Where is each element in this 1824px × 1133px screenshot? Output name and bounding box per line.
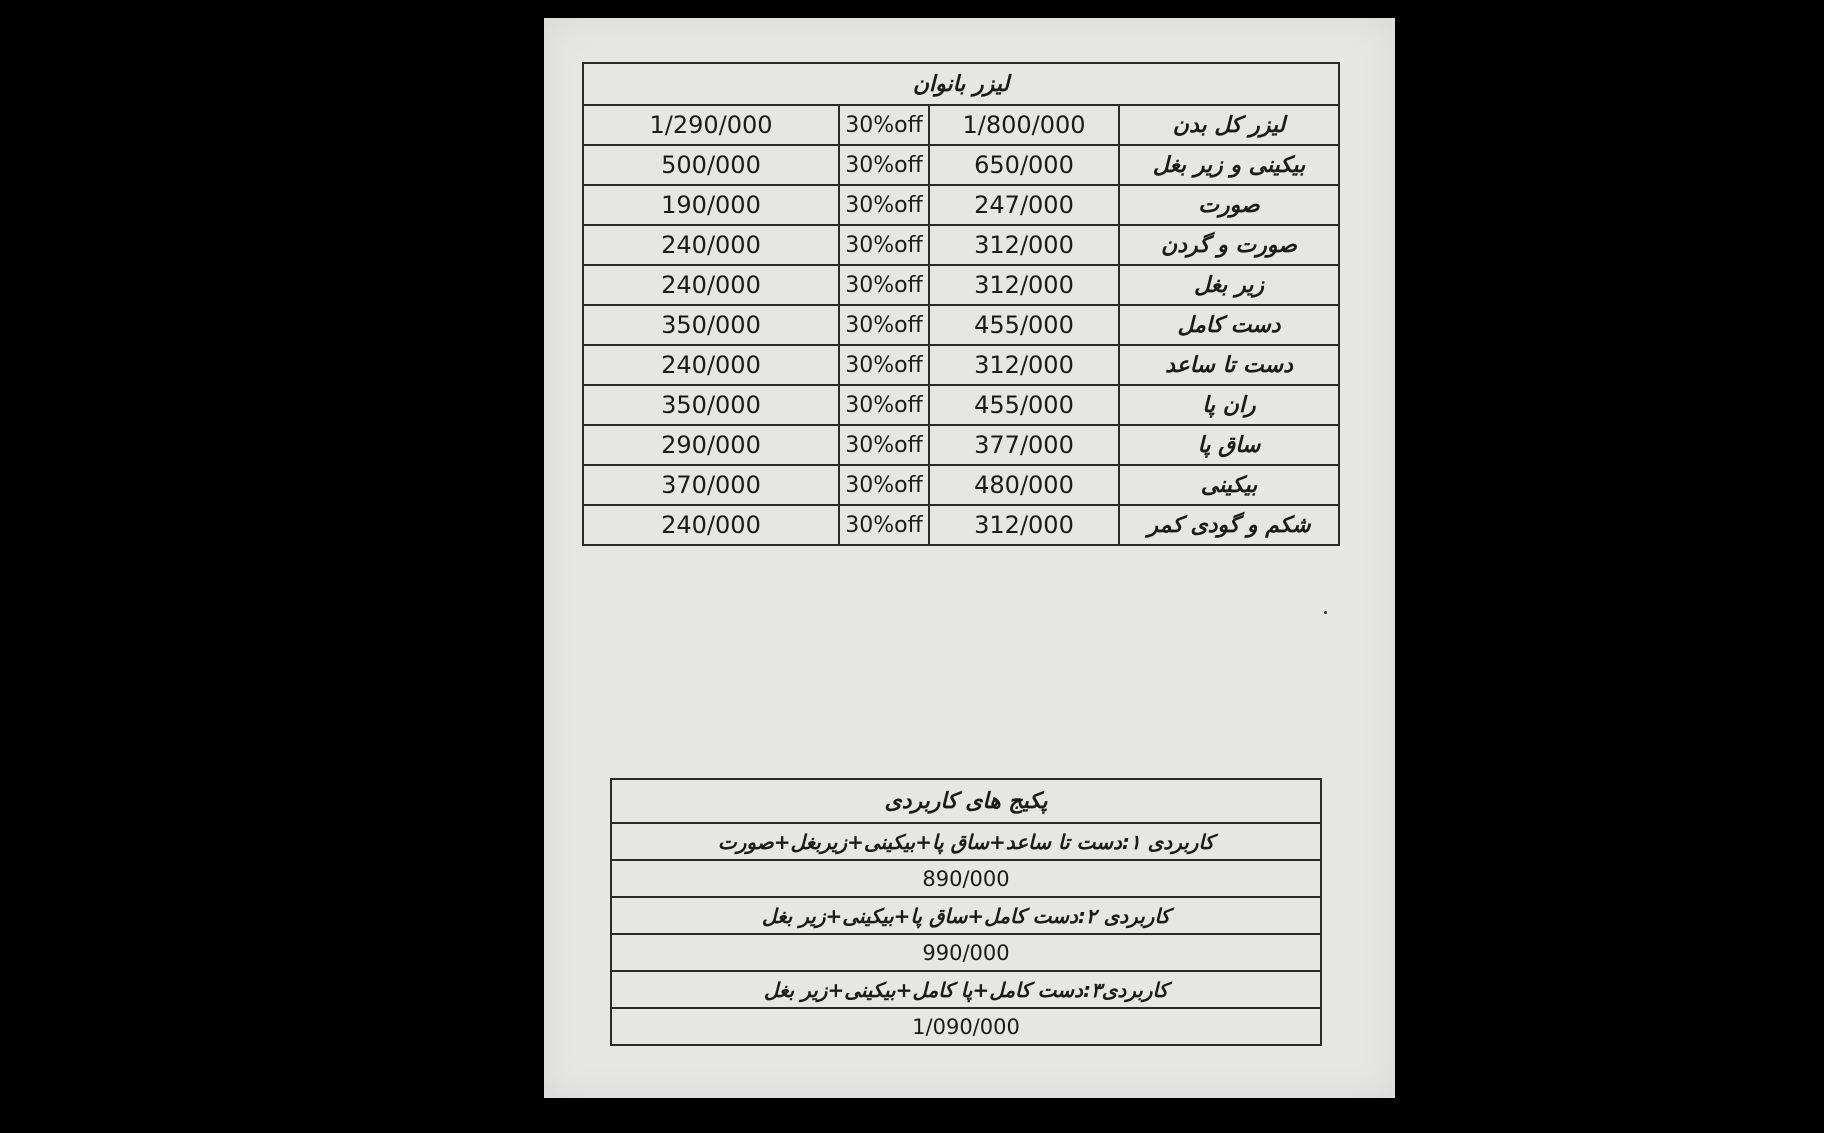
service-name-cell: زیر بغل [1119,265,1339,305]
discount-cell: 30%off [839,265,929,305]
package-table-title: پکیج های کاربردی [611,779,1321,823]
package-description: کاربردی۳:دست کامل+پا کامل+بیکینی+زیر بغل [611,971,1321,1008]
price-cell: 455/000 [929,385,1119,425]
laser-table-title: لیزر بانوان [583,63,1339,105]
price-cell: 1/800/000 [929,105,1119,145]
final-price-cell: 290/000 [583,425,839,465]
laser-price-table [582,62,1340,546]
package-price-row [611,934,1321,971]
final-price-cell: 240/000 [583,505,839,545]
table-row [583,105,1339,145]
service-name-cell: دست تا ساعد [1119,345,1339,385]
table-row [583,505,1339,545]
laser-table-body [583,105,1339,545]
table-row [583,265,1339,305]
final-price-cell: 190/000 [583,185,839,225]
discount-cell: 30%off [839,145,929,185]
discount-cell: 30%off [839,425,929,465]
price-cell: 312/000 [929,505,1119,545]
discount-cell: 30%off [839,305,929,345]
service-name-cell: دست کامل [1119,305,1339,345]
package-header-row [611,779,1321,823]
final-price-cell: 370/000 [583,465,839,505]
price-cell: 247/000 [929,185,1119,225]
table-row [583,385,1339,425]
service-name-cell: صورت [1119,185,1339,225]
service-name-cell: بیکینی و زیر بغل [1119,145,1339,185]
service-name-cell: شکم و گودی کمر [1119,505,1339,545]
final-price-cell: 350/000 [583,305,839,345]
table-row [583,305,1339,345]
discount-cell: 30%off [839,105,929,145]
package-price: 890/000 [611,860,1321,897]
final-price-cell: 350/000 [583,385,839,425]
discount-cell: 30%off [839,385,929,425]
document-page [544,18,1395,1098]
price-cell: 650/000 [929,145,1119,185]
service-name-cell: صورت و گردن [1119,225,1339,265]
table-row [583,185,1339,225]
discount-cell: 30%off [839,465,929,505]
price-cell: 312/000 [929,345,1119,385]
price-cell: 312/000 [929,225,1119,265]
table-row [583,465,1339,505]
package-description: کاربردی ۲:دست کامل+ساق پا+بیکینی+زیر بغل [611,897,1321,934]
service-name-cell: ران پا [1119,385,1339,425]
table-row [583,345,1339,385]
package-table-body [611,823,1321,1045]
price-cell: 455/000 [929,305,1119,345]
final-price-cell: 500/000 [583,145,839,185]
package-price-row [611,1008,1321,1045]
final-price-cell: 240/000 [583,225,839,265]
discount-cell: 30%off [839,505,929,545]
service-name-cell: لیزر کل بدن [1119,105,1339,145]
service-name-cell: بیکینی [1119,465,1339,505]
final-price-cell: 1/290/000 [583,105,839,145]
discount-cell: 30%off [839,225,929,265]
table-header-row [583,63,1339,105]
package-row [611,823,1321,860]
package-price: 1/090/000 [611,1008,1321,1045]
table-row [583,145,1339,185]
table-row [583,225,1339,265]
service-name-cell: ساق پا [1119,425,1339,465]
discount-cell: 30%off [839,345,929,385]
table-row [583,425,1339,465]
package-price: 990/000 [611,934,1321,971]
package-row [611,971,1321,1008]
price-cell: 312/000 [929,265,1119,305]
package-row [611,897,1321,934]
package-description: کاربردی ۱:دست تا ساعد+ساق پا+بیکینی+زیربغل+صورت [611,823,1321,860]
package-table [610,778,1322,1046]
paper-speck [1324,611,1327,614]
package-price-row [611,860,1321,897]
final-price-cell: 240/000 [583,345,839,385]
price-cell: 377/000 [929,425,1119,465]
final-price-cell: 240/000 [583,265,839,305]
discount-cell: 30%off [839,185,929,225]
price-cell: 480/000 [929,465,1119,505]
